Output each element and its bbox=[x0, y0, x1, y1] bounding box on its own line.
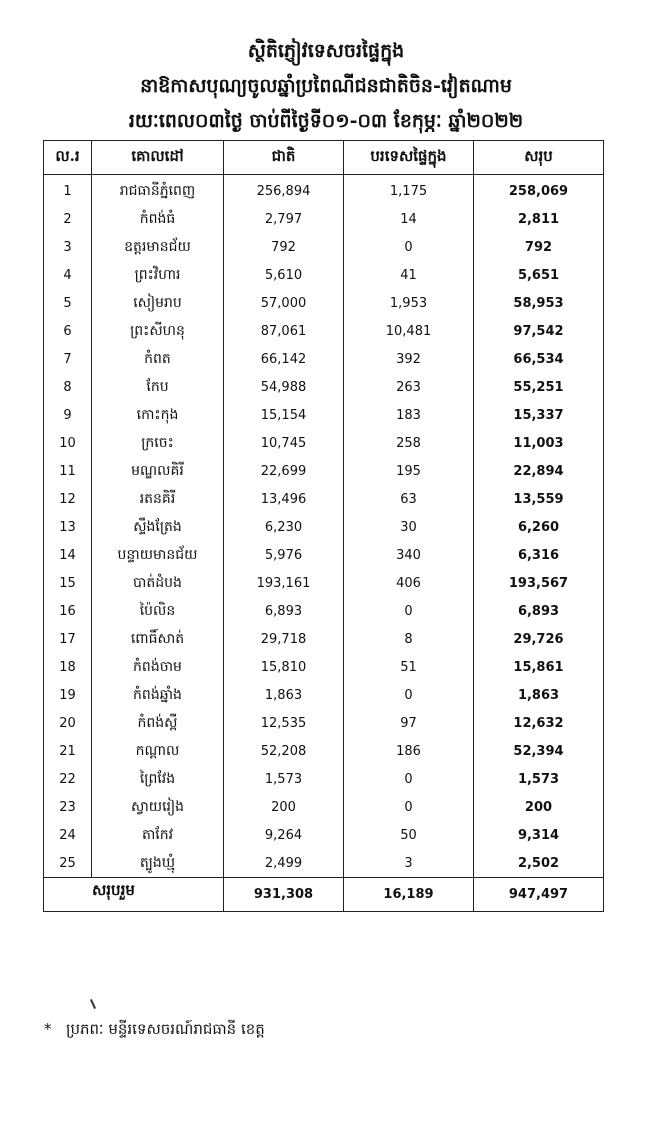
title-line-1: ស្ថិតិភ្ញៀវទេសចរផ្ទៃក្នុង bbox=[247, 40, 405, 62]
summary-row bbox=[44, 878, 604, 912]
cell-national: 792 bbox=[224, 233, 344, 261]
table-row bbox=[44, 569, 604, 597]
cell-total: 12,632 bbox=[474, 709, 604, 737]
cell-no: 9 bbox=[44, 401, 92, 429]
cell-no: 2 bbox=[44, 205, 92, 233]
table-row bbox=[44, 765, 604, 793]
cell-national: 6,893 bbox=[224, 597, 344, 625]
cell-national: 15,810 bbox=[224, 653, 344, 681]
document-title bbox=[0, 34, 652, 139]
table-row bbox=[44, 261, 604, 289]
cell-destination: ព្រៃវែង bbox=[92, 765, 224, 793]
table-row bbox=[44, 401, 604, 429]
cell-total: 66,534 bbox=[474, 345, 604, 373]
cell-national: 10,745 bbox=[224, 429, 344, 457]
table-row bbox=[44, 821, 604, 849]
cell-foreign: 3 bbox=[344, 849, 474, 878]
cell-destination: បន្ទាយមានជ័យ bbox=[92, 541, 224, 569]
cell-national: 200 bbox=[224, 793, 344, 821]
cell-destination: កំពង់ចាម bbox=[92, 653, 224, 681]
cell-destination: កោះកុង bbox=[92, 401, 224, 429]
cell-no: 20 bbox=[44, 709, 92, 737]
cell-total: 6,893 bbox=[474, 597, 604, 625]
summary-national: 931,308 bbox=[224, 878, 344, 912]
cell-total: 5,651 bbox=[474, 261, 604, 289]
cell-national: 57,000 bbox=[224, 289, 344, 317]
cell-foreign: 50 bbox=[344, 821, 474, 849]
cell-foreign: 183 bbox=[344, 401, 474, 429]
cell-no: 1 bbox=[44, 175, 92, 206]
cell-national: 54,988 bbox=[224, 373, 344, 401]
table-row bbox=[44, 345, 604, 373]
cell-foreign: 392 bbox=[344, 345, 474, 373]
cell-foreign: 14 bbox=[344, 205, 474, 233]
cell-no: 23 bbox=[44, 793, 92, 821]
table-row bbox=[44, 233, 604, 261]
table-row bbox=[44, 541, 604, 569]
tourist-stats-table bbox=[43, 140, 604, 912]
cell-total: 11,003 bbox=[474, 429, 604, 457]
cell-foreign: 30 bbox=[344, 513, 474, 541]
cell-foreign: 0 bbox=[344, 597, 474, 625]
cell-foreign: 340 bbox=[344, 541, 474, 569]
cell-foreign: 0 bbox=[344, 793, 474, 821]
cell-national: 2,499 bbox=[224, 849, 344, 878]
cell-national: 9,264 bbox=[224, 821, 344, 849]
cell-national: 6,230 bbox=[224, 513, 344, 541]
table-row bbox=[44, 485, 604, 513]
cell-no: 11 bbox=[44, 457, 92, 485]
cell-destination: ព្រះវិហារ bbox=[92, 261, 224, 289]
cell-destination: រតនគិរី bbox=[92, 485, 224, 513]
table-row bbox=[44, 175, 604, 206]
cell-national: 1,573 bbox=[224, 765, 344, 793]
table-row bbox=[44, 513, 604, 541]
cell-national: 193,161 bbox=[224, 569, 344, 597]
cell-foreign: 258 bbox=[344, 429, 474, 457]
cell-national: 29,718 bbox=[224, 625, 344, 653]
cell-foreign: 1,175 bbox=[344, 175, 474, 206]
cell-national: 256,894 bbox=[224, 175, 344, 206]
cell-destination: កណ្តាល bbox=[92, 737, 224, 765]
table-row bbox=[44, 625, 604, 653]
title-line-3: រយៈពេល០៣ថ្ងៃ ចាប់ពីថ្ងៃទី០១-០៣ ខែកុម្ភៈ ឆ្នាំ២០២២ bbox=[128, 110, 524, 132]
cell-foreign: 8 bbox=[344, 625, 474, 653]
cell-foreign: 51 bbox=[344, 653, 474, 681]
header-total: សរុប bbox=[474, 141, 604, 175]
cell-national: 22,699 bbox=[224, 457, 344, 485]
cell-total: 22,894 bbox=[474, 457, 604, 485]
cell-destination: ស្វាយរៀង bbox=[92, 793, 224, 821]
header-national: ជាតិ bbox=[224, 141, 344, 175]
cell-total: 1,573 bbox=[474, 765, 604, 793]
cell-no: 17 bbox=[44, 625, 92, 653]
cell-destination: ព្រះសីហនុ bbox=[92, 317, 224, 345]
cell-total: 792 bbox=[474, 233, 604, 261]
footnote-text: ប្រភពៈ មន្ទីរទេសចរណ៍រាជធានី ខេត្ត bbox=[66, 1020, 265, 1038]
cell-destination: កំពង់ស្ពឺ bbox=[92, 709, 224, 737]
cell-total: 2,811 bbox=[474, 205, 604, 233]
cell-total: 58,953 bbox=[474, 289, 604, 317]
cell-no: 12 bbox=[44, 485, 92, 513]
table-row bbox=[44, 709, 604, 737]
cell-destination: ស្ទឹងត្រែង bbox=[92, 513, 224, 541]
cell-destination: រាជធានីភ្នំពេញ bbox=[92, 175, 224, 206]
table-row bbox=[44, 737, 604, 765]
cell-foreign: 63 bbox=[344, 485, 474, 513]
cell-foreign: 263 bbox=[344, 373, 474, 401]
cell-foreign: 0 bbox=[344, 233, 474, 261]
cell-no: 8 bbox=[44, 373, 92, 401]
title-line-2: នាឱកាសបុណ្យចូលឆ្នាំប្រពៃណីជនជាតិចិន-វៀតណាម bbox=[140, 75, 512, 97]
summary-total: 947,497 bbox=[474, 878, 604, 912]
cell-total: 2,502 bbox=[474, 849, 604, 878]
cell-foreign: 0 bbox=[344, 681, 474, 709]
cell-total: 6,316 bbox=[474, 541, 604, 569]
table-row bbox=[44, 793, 604, 821]
cell-total: 193,567 bbox=[474, 569, 604, 597]
source-footnote bbox=[44, 1020, 265, 1042]
cell-no: 16 bbox=[44, 597, 92, 625]
cell-national: 5,610 bbox=[224, 261, 344, 289]
cell-destination: ត្បូងឃ្មុំ bbox=[92, 849, 224, 878]
table-row bbox=[44, 205, 604, 233]
cell-total: 1,863 bbox=[474, 681, 604, 709]
table-header-row bbox=[44, 141, 604, 175]
cell-total: 52,394 bbox=[474, 737, 604, 765]
cell-destination: ពោធិ៍សាត់ bbox=[92, 625, 224, 653]
cell-national: 12,535 bbox=[224, 709, 344, 737]
cell-no: 19 bbox=[44, 681, 92, 709]
cell-no: 18 bbox=[44, 653, 92, 681]
table-row bbox=[44, 289, 604, 317]
cell-destination: ក្រចេះ bbox=[92, 429, 224, 457]
cell-total: 6,260 bbox=[474, 513, 604, 541]
cell-foreign: 10,481 bbox=[344, 317, 474, 345]
cell-foreign: 97 bbox=[344, 709, 474, 737]
cell-destination: សៀមរាប bbox=[92, 289, 224, 317]
cell-national: 1,863 bbox=[224, 681, 344, 709]
cell-no: 5 bbox=[44, 289, 92, 317]
cell-national: 15,154 bbox=[224, 401, 344, 429]
cell-no: 21 bbox=[44, 737, 92, 765]
table-row bbox=[44, 457, 604, 485]
cell-destination: ប៉ៃលិន bbox=[92, 597, 224, 625]
table-row bbox=[44, 849, 604, 878]
cell-national: 5,976 bbox=[224, 541, 344, 569]
header-foreign: បរទេសផ្ទៃក្នុង bbox=[344, 141, 474, 175]
cell-no: 6 bbox=[44, 317, 92, 345]
cell-destination: ឧត្តរមានជ័យ bbox=[92, 233, 224, 261]
cell-destination: កំពង់ធំ bbox=[92, 205, 224, 233]
cell-destination: បាត់ដំបង bbox=[92, 569, 224, 597]
pen-mark bbox=[90, 999, 96, 1009]
cell-total: 258,069 bbox=[474, 175, 604, 206]
cell-destination: កំពត bbox=[92, 345, 224, 373]
table-row bbox=[44, 429, 604, 457]
cell-no: 25 bbox=[44, 849, 92, 878]
cell-total: 200 bbox=[474, 793, 604, 821]
cell-national: 66,142 bbox=[224, 345, 344, 373]
cell-no: 13 bbox=[44, 513, 92, 541]
cell-foreign: 195 bbox=[344, 457, 474, 485]
footnote-marker: * bbox=[44, 1020, 52, 1038]
cell-national: 87,061 bbox=[224, 317, 344, 345]
cell-national: 13,496 bbox=[224, 485, 344, 513]
cell-destination: មណ្ឌលគិរី bbox=[92, 457, 224, 485]
cell-no: 3 bbox=[44, 233, 92, 261]
table-row bbox=[44, 597, 604, 625]
cell-destination: កំពង់ឆ្នាំង bbox=[92, 681, 224, 709]
summary-label: សរុបរួម bbox=[44, 878, 224, 912]
cell-no: 4 bbox=[44, 261, 92, 289]
cell-total: 97,542 bbox=[474, 317, 604, 345]
table-row bbox=[44, 681, 604, 709]
cell-total: 15,337 bbox=[474, 401, 604, 429]
table-row bbox=[44, 653, 604, 681]
cell-no: 7 bbox=[44, 345, 92, 373]
cell-no: 14 bbox=[44, 541, 92, 569]
cell-foreign: 406 bbox=[344, 569, 474, 597]
table-body bbox=[44, 175, 604, 878]
cell-total: 13,559 bbox=[474, 485, 604, 513]
cell-total: 9,314 bbox=[474, 821, 604, 849]
table-row bbox=[44, 317, 604, 345]
cell-destination: កែប bbox=[92, 373, 224, 401]
header-destination: គោលដៅ bbox=[92, 141, 224, 175]
cell-national: 2,797 bbox=[224, 205, 344, 233]
cell-total: 55,251 bbox=[474, 373, 604, 401]
cell-total: 15,861 bbox=[474, 653, 604, 681]
cell-total: 29,726 bbox=[474, 625, 604, 653]
cell-foreign: 41 bbox=[344, 261, 474, 289]
cell-destination: តាកែវ bbox=[92, 821, 224, 849]
summary-foreign: 16,189 bbox=[344, 878, 474, 912]
cell-foreign: 1,953 bbox=[344, 289, 474, 317]
header-no: ល.រ bbox=[44, 141, 92, 175]
cell-foreign: 186 bbox=[344, 737, 474, 765]
cell-no: 24 bbox=[44, 821, 92, 849]
cell-no: 10 bbox=[44, 429, 92, 457]
cell-foreign: 0 bbox=[344, 765, 474, 793]
cell-national: 52,208 bbox=[224, 737, 344, 765]
cell-no: 15 bbox=[44, 569, 92, 597]
table-row bbox=[44, 373, 604, 401]
cell-no: 22 bbox=[44, 765, 92, 793]
